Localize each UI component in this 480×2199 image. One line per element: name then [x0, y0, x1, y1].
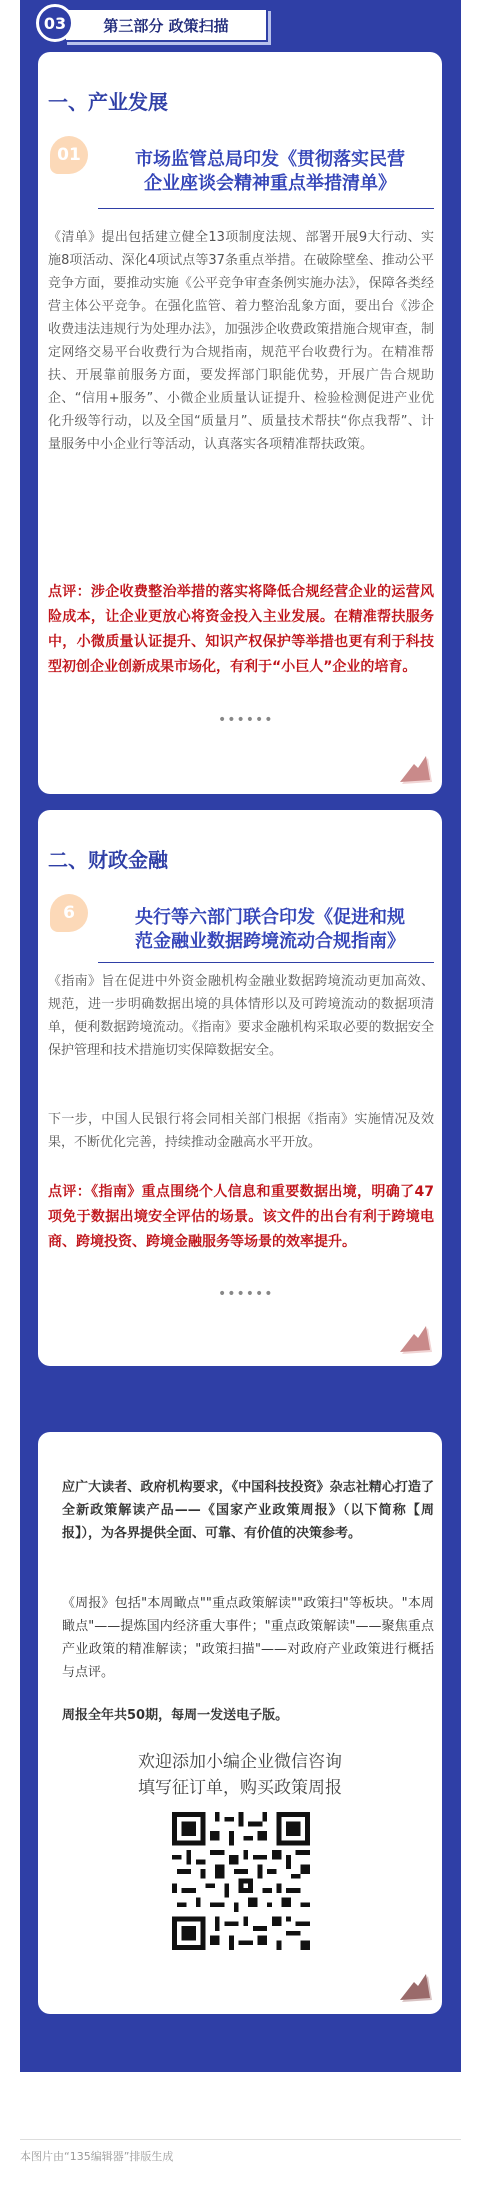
item-number-badge: 01	[50, 136, 88, 174]
comment-text: 点评：《指南》重点围绕个人信息和重要数据出境，明确了47项免于数据出境安全评估的场景。该文件的出台有利于跨境电商、跨境投资、跨境金融服务等场景的效率提升。	[48, 1184, 434, 1250]
scroll-up-arrow-icon[interactable]	[398, 1322, 434, 1356]
wechat-qr-code[interactable]	[172, 1812, 310, 1950]
category-heading: 一、产业发展	[48, 90, 168, 114]
schedule-paragraph: 周报全年共50期，每周一发送电子版。	[62, 1708, 289, 1723]
article-body-followup: 下一步，中国人民银行将会同相关部门根据《指南》实施情况及效果，不断优化完善，持续推动金融高水平开放。	[48, 1112, 434, 1150]
article-title-line: 范金融业数据跨境流动合规指南》	[135, 931, 405, 952]
ellipsis-dots: ••••••	[218, 712, 274, 728]
category-heading: 二、财政金融	[48, 848, 168, 872]
welcome-line: 欢迎添加小编企业微信咨询	[138, 1752, 342, 1772]
section-title: 第三部分 政策扫描	[64, 8, 268, 42]
article-body: 《指南》旨在促进中外资金融机构金融业数据跨境流动更加高效、规范，进一步明确数据出境的具体情形以及可跨境流动的数据项清单，便利数据跨境流动。《指南》要求金融机构采取必要的数据安全保护管理和技术措施切实保障数据安全。	[48, 974, 434, 1058]
section-number: 03	[36, 4, 74, 42]
subscription-card	[38, 1432, 442, 2014]
article-title-line: 央行等六部门联合印发《促进和规	[135, 907, 405, 928]
welcome-line: 填写征订单，购买政策周报	[138, 1778, 342, 1798]
article-body: 《清单》提出包括建立健全13项制度法规、部署开展9大行动、实施8项活动、深化4项试点等37条重点举措。在破除壁垒、推动公平竞争方面，要推动实施《公平竞争审查条例实施办法》，保障各类经营主体公平竞争。在强化监管、着力整治乱象方面，要出台《涉企收费违法违规行为处理办法》，加强涉企收费政策措施合规审查，制定网络交易平台收费行为合规指南，规范平台收费行为。在精准帮扶、开展靠前服务方面，要发挥部门职能优势，开展广告合规助企、“信用+服务”、小微企业质量认证提升、检验检测促进产业优化升级等行动，以及全国“质量月”、质量技术帮扶“你点我帮”、计量服务中小企业行等活动，认真落实各项精准帮扶政策。	[48, 230, 434, 452]
title-underline	[98, 962, 434, 963]
article-title-line: 市场监管总局印发《贯彻落实民营	[135, 149, 405, 170]
section-header	[36, 4, 236, 44]
sections-paragraph: 《周报》包括"本周瞰点""重点政策解读""政策扫"等板块。"本周瞰点"——提炼国内经济重大事件；"重点政策解读"——聚焦重点产业政策的精准解读；"政策扫描"——对政府产业政策进行概括与点评。	[62, 1596, 434, 1680]
industry-card	[38, 52, 442, 794]
comment-text: 点评：涉企收费整治举措的落实将降低合规经营企业的运营风险成本，让企业更放心将资金投入主业发展。在精准帮扶服务中，小微质量认证提升、知识产权保护等举措也更有利于科技型初创企业创新成果市场化，有利于“小巨人”企业的培育。	[48, 584, 434, 675]
article-title-line: 企业座谈会精神重点举措清单》	[144, 173, 396, 194]
finance-card	[38, 810, 442, 1366]
title-underline	[98, 208, 434, 209]
item-number-badge: 6	[50, 894, 88, 932]
scroll-up-arrow-icon[interactable]	[398, 752, 434, 786]
footer-credit: 本图片由“135编辑器”排版生成	[20, 2150, 174, 2163]
article-title[interactable]	[110, 906, 430, 954]
scroll-up-arrow-icon[interactable]	[398, 1970, 434, 2004]
intro-paragraph: 应广大读者、政府机构要求，《中国科技投资》杂志社精心打造了全新政策解读产品——《国家产业政策周报》（以下简称【周报】），为各界提供全面、可靠、有价值的决策参考。	[62, 1480, 434, 1541]
footer-divider	[20, 2139, 461, 2140]
ellipsis-dots: ••••••	[218, 1286, 274, 1302]
article-title[interactable]	[110, 148, 430, 196]
